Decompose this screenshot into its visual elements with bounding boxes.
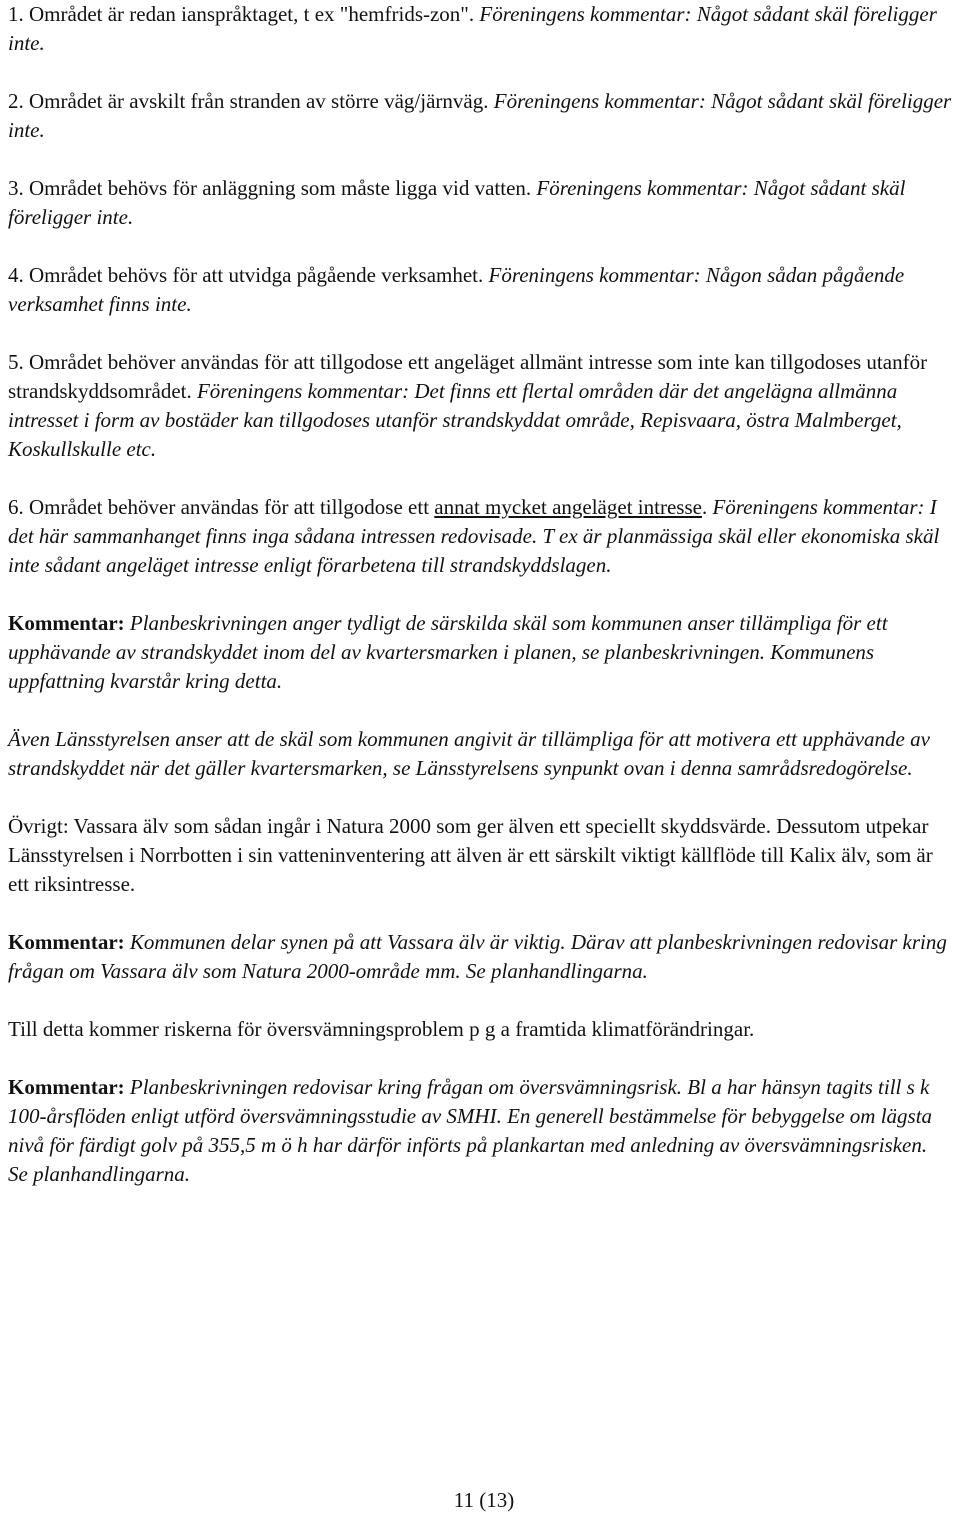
criterion-2-text: 2. Området är avskilt från stranden av större väg/järnväg. [8,89,489,113]
criterion-4-text: 4. Området behövs för att utvidga pågående verksamhet. [8,263,484,287]
criterion-3-comment: Föreningens kommentar: Något sådant skäl föreligger inte. [8,176,906,229]
criterion-6-tail: . [701,495,708,519]
criterion-1-text: 1. Området är redan ianspråktaget, t ex "hemfrids-zon". [8,2,475,26]
document-body [8,0,952,1189]
criterion-3 [8,174,952,232]
kommentar-1 [8,609,952,696]
page-number: 11 (13) [453,1488,515,1512]
ovrigt-paragraph: Övrigt: Vassara älv som sådan ingår i Natura 2000 som ger älven ett speciellt skyddsvärde. Dessutom utpekar Länsstyrelsen i Norrbotten i sin vatteninventering att älven är ett särskilt viktigt källflöde till Kalix älv, som är ett riksintresse. [8,814,933,896]
criterion-2-comment: Föreningens kommentar: Något sådant skäl föreligger inte. [8,89,952,142]
criterion-4-comment: Föreningens kommentar: Någon sådan pågående verksamhet finns inte. [8,263,905,316]
criterion-6-text: 6. Området behöver användas för att tillgodose ett [8,495,430,519]
kommentar-2-text: Kommunen delar synen på att Vassara älv är viktig. Därav att planbeskrivningen redovisar kring frågan om Vassara älv som Natura 2000-område mm. Se planhandlingarna. [8,930,947,983]
criterion-5-text: 5. Området behöver användas för att tillgodose ett angeläget allmänt intresse som inte kan tillgodoses utanför strandskyddsområdet. [8,350,928,403]
criterion-1-comment: Föreningens kommentar: Något sådant skäl föreligger inte. [8,2,937,55]
criterion-4 [8,261,952,319]
kommentar-3-label: Kommentar: [8,1075,125,1099]
kommentar-3 [8,1073,952,1189]
kommentar-3-text: Planbeskrivningen redovisar kring frågan om översvämningsrisk. Bl a har hänsyn tagits till s k 100-årsflöden enligt utförd översvämningsstudie av SMHI. En generell bestämmelse för bebyggelse om lägsta nivå för färdigt golv på 355,5 m ö h har därför införts på plankartan med anledning av översvämningsrisken. Se planhandlingarna. [8,1075,933,1186]
criterion-5 [8,348,952,464]
kommentar-2-label: Kommentar: [8,930,125,954]
kommentar-1-label: Kommentar: [8,611,125,635]
kommentar-2 [8,928,952,986]
criterion-2 [8,87,952,145]
criterion-3-text: 3. Området behövs för anläggning som måste ligga vid vatten. [8,176,532,200]
kommentar-1-text: Planbeskrivningen anger tydligt de särskilda skäl som kommunen anser tillämpliga för ett upphävande av strandskyddet inom del av kvartersmarken i planen, se planbeskrivningen. Kommunens uppfattning kvarstår kring detta. [8,611,888,693]
criterion-6-underlined: annat mycket angeläget intresse [434,495,702,519]
criterion-6-comment: Föreningens kommentar: I det här sammanhanget finns inga sådana intressen redovisade. T ex är planmässiga skäl eller ekonomiska skäl inte sådant angeläget intresse enligt förarbetena till strandskyddslagen. [8,495,940,577]
lansstyrelsen-note: Även Länsstyrelsen anser att de skäl som kommunen angivit är tillämpliga för att motivera ett upphävande av strandskyddet när det gäller kvartersmarken, se Länsstyrelsens synpunkt ovan i denna samrådsredogörelse. [8,727,930,780]
criterion-5-comment: Föreningens kommentar: Det finns ett flertal områden där det angelägna allmänna intresset i form av bostäder kan tillgodoses utanför strandskyddat område, Repisvaara, östra Malmberget, Koskullskulle etc. [8,379,902,461]
criterion-6 [8,493,952,580]
criterion-1 [8,0,952,58]
riskerna-paragraph: Till detta kommer riskerna för översvämningsproblem p g a framtida klimatförändringar. [8,1017,755,1041]
